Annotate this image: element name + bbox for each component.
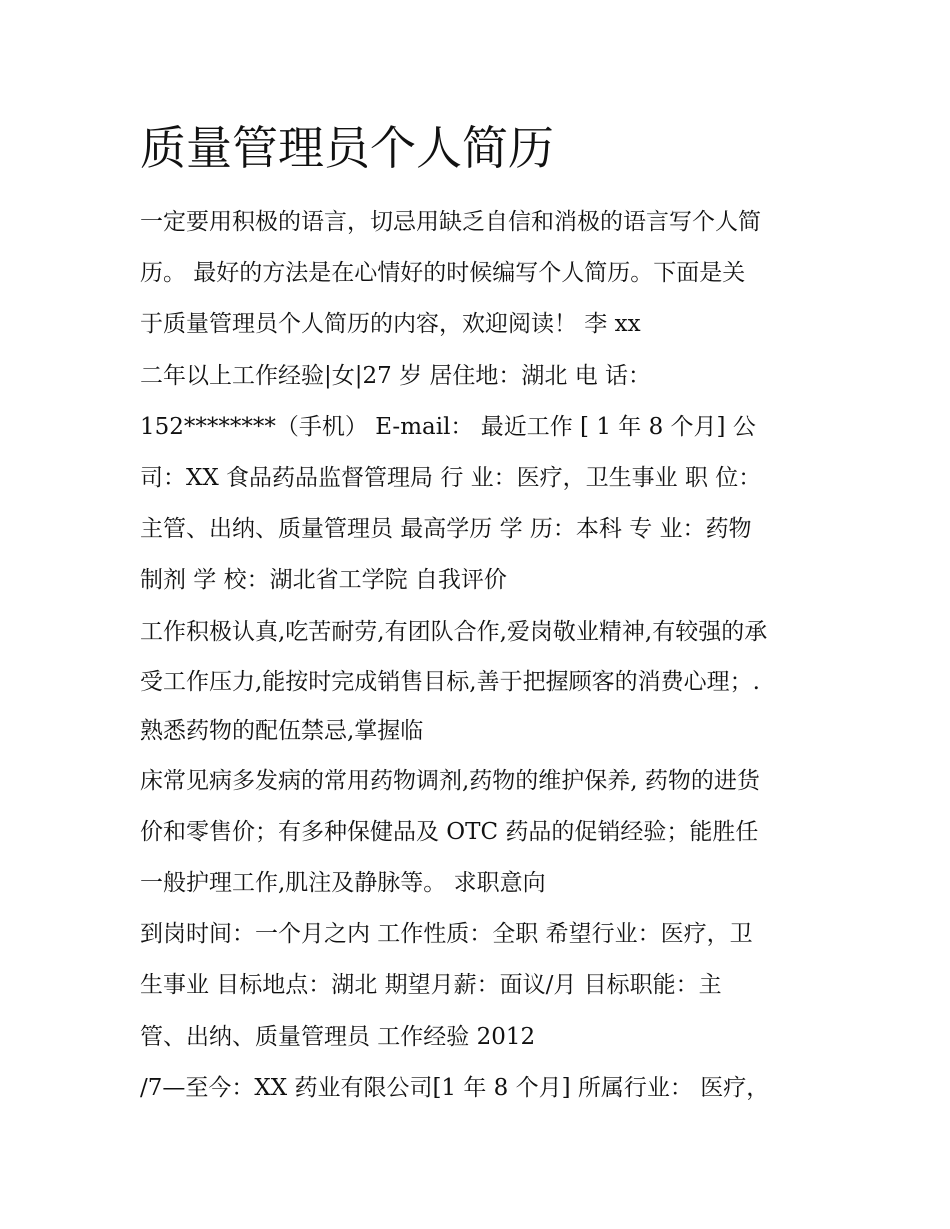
body-line: 152********（手机） E-mail： 最近工作 [ 1 年 8 个月] 公 bbox=[140, 413, 756, 440]
body-line: 管、出纳、质量管理员 工作经验 2012 bbox=[140, 1023, 536, 1050]
body-line: 受工作压力,能按时完成销售目标,善于把握顾客的消费心理；. bbox=[140, 668, 760, 695]
body-line: 工作积极认真,吃苦耐劳,有团队合作,爱岗敬业精神,有较强的承 bbox=[140, 618, 768, 645]
body-line: 到岗时间：一个月之内 工作性质：全职 希望行业：医疗，卫 bbox=[140, 921, 753, 948]
body-line: 主管、出纳、质量管理员 最高学历 学 历：本科 专 业：药物 bbox=[140, 516, 752, 543]
body-line: 司：XX 食品药品监督管理局 行 业：医疗，卫生事业 职 位： bbox=[140, 464, 762, 491]
body-line: 制剂 学 校：湖北省工学院 自我评价 bbox=[140, 567, 507, 594]
body-line: 一般护理工作,肌注及静脉等。 求职意向 bbox=[140, 870, 546, 897]
body-line: 床常见病多发病的常用药物调剂,药物的维护保养, 药物的进货 bbox=[140, 767, 760, 794]
body-line: 一定要用积极的语言，切忌用缺乏自信和消极的语言写个人简 bbox=[140, 209, 761, 235]
document-body bbox=[140, 197, 820, 1114]
document-title: 质量管理员个人简历 bbox=[140, 121, 554, 175]
body-line: 价和零售价；有多种保健品及 OTC 药品的促销经验；能胜任 bbox=[140, 818, 759, 845]
body-line: 生事业 目标地点：湖北 期望月薪：面议/月 目标职能：主 bbox=[140, 972, 722, 999]
body-line: 于质量管理员个人简历的内容，欢迎阅读！ 李 xx bbox=[140, 311, 641, 338]
body-line: 熟悉药物的配伍禁忌,掌握临 bbox=[140, 717, 424, 744]
body-line: /7—至今：XX 药业有限公司[1 年 8 个月] 所属行业： 医疗， bbox=[140, 1074, 770, 1101]
body-line: 二年以上工作经验|女|27 岁 居住地：湖北 电 话： bbox=[140, 362, 652, 389]
body-line: 历。 最好的方法是在心情好的时候编写个人简历。下面是关 bbox=[140, 260, 746, 287]
